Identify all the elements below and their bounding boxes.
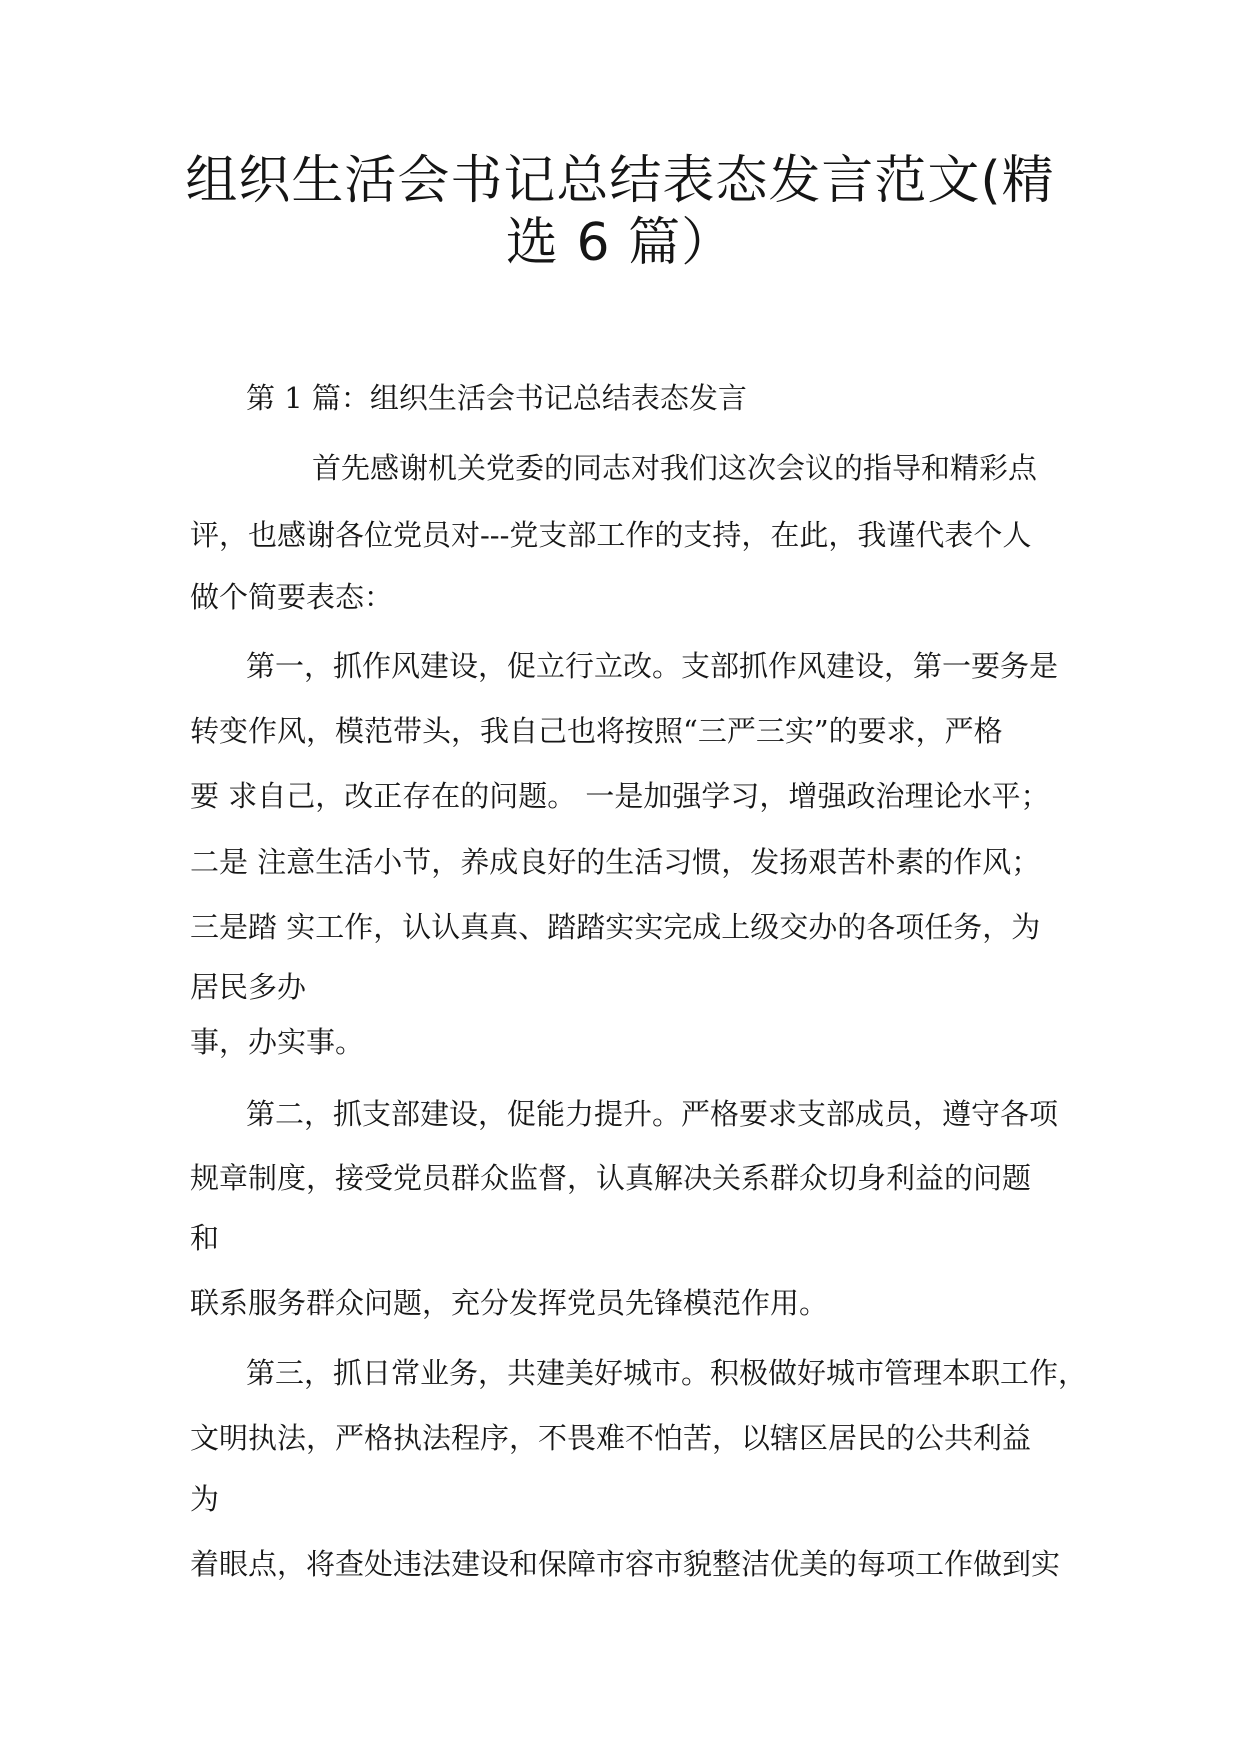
body-line: 评，也感谢各位党员对---党支部工作的支持，在此，我谨代表个人 [190, 518, 1032, 552]
document-title [150, 150, 1090, 274]
body-line: 第二，抓支部建设，促能力提升。严格要求支部成员，遵守各项 [246, 1097, 1059, 1131]
body-line: 首先感谢机关党委的同志对我们这次会议的指导和精彩点 [312, 451, 1038, 485]
body-line: 居民多办 [190, 970, 307, 1004]
body-line: 着眼点，将查处违法建设和保障市容市貌整洁优美的每项工作做到实 [190, 1547, 1061, 1581]
title-line-1: 组织生活会书记总结表态发言范文(精 [185, 151, 1055, 211]
body-line: 文明执法，严格执法程序，不畏难不怕苦，以辖区居民的公共利益 [190, 1421, 1032, 1455]
body-line: 联系服务群众问题，充分发挥党员先锋模范作用。 [190, 1286, 829, 1320]
body-line: 第三，抓日常业务，共建美好城市。积极做好城市管理本职工作， [246, 1356, 1088, 1390]
body-line: 第一，抓作风建设，促立行立改。支部抓作风建设，第一要务是 [246, 649, 1059, 683]
body-line: 要 求自己，改正存在的问题。 一是加强学习，增强政治理论水平； [190, 779, 1050, 813]
body-line: 三是踏 实工作，认认真真、踏踏实实完成上级交办的各项任务，为 [190, 910, 1041, 944]
title-line-2: 选 6 篇） [505, 213, 735, 273]
body-line: 和 [190, 1221, 220, 1255]
body-line: 转变作风，模范带头，我自己也将按照“三严三实”的要求，严格 [190, 714, 1003, 748]
body-line: 二是 注意生活小节，养成良好的生活习惯，发扬艰苦朴素的作风； [190, 845, 1041, 879]
section-heading: 第 1 篇：组织生活会书记总结表态发言 [246, 381, 747, 415]
body-line: 事，办实事。 [190, 1025, 365, 1059]
body-line: 规章制度，接受党员群众监督，认真解决关系群众切身利益的问题 [190, 1161, 1032, 1195]
body-line: 做个简要表态： [190, 580, 394, 614]
body-line: 为 [190, 1482, 220, 1516]
